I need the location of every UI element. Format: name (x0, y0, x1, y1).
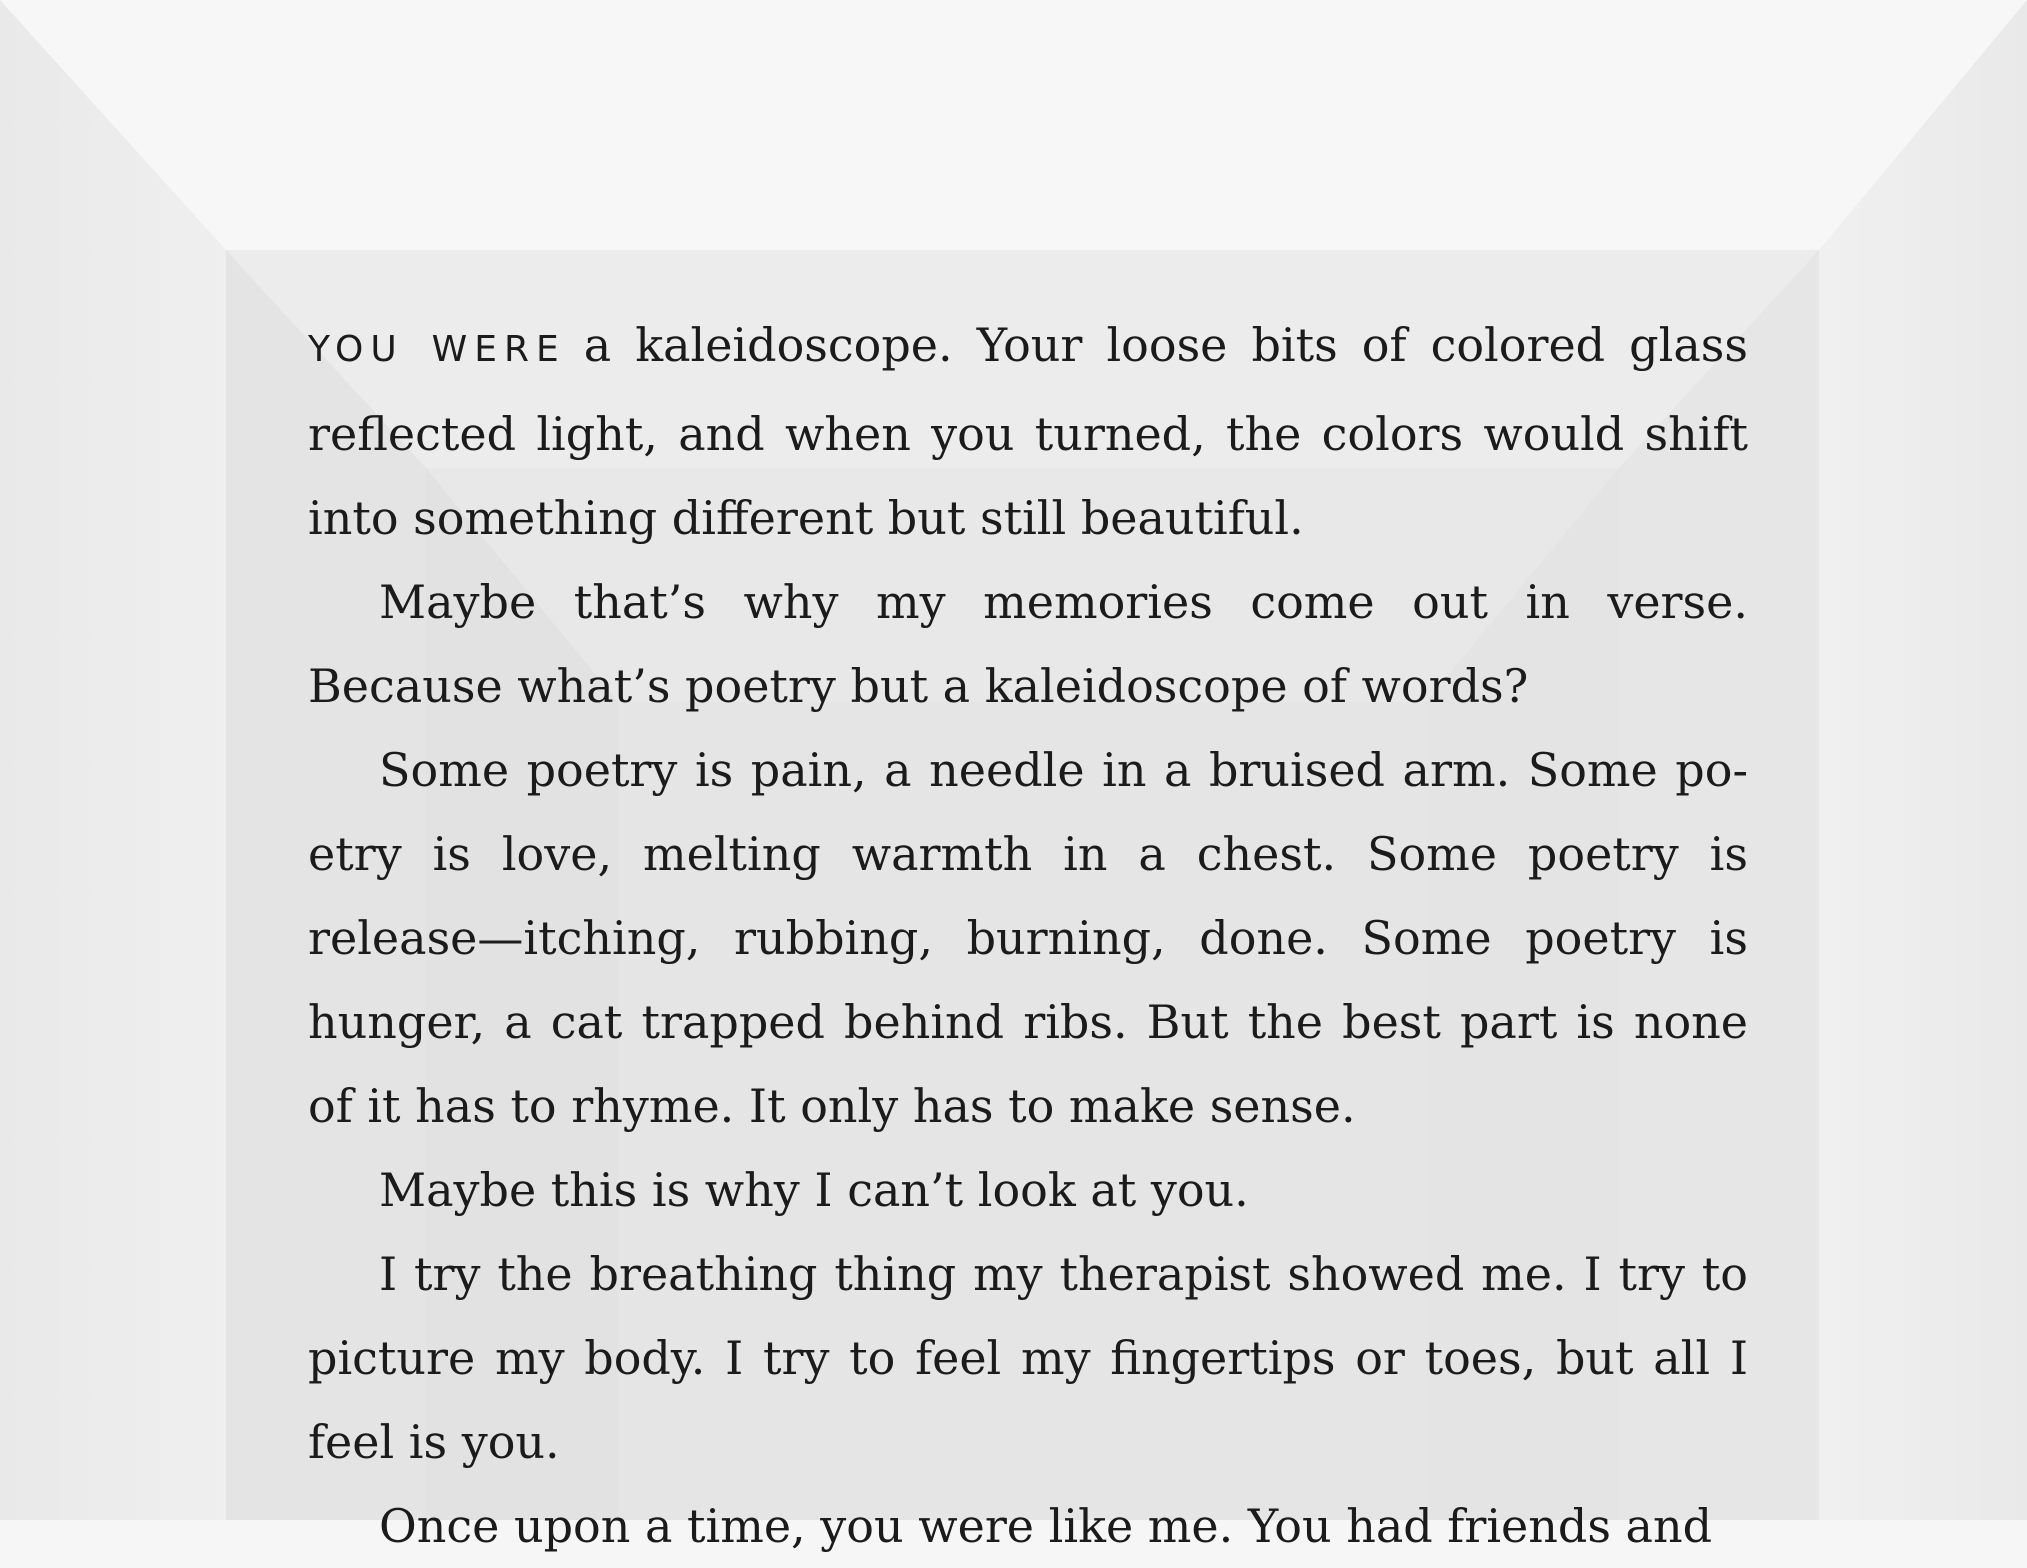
paragraph-2: Maybe that’s why my memories come out in verse. Because what’s poetry but a kaleidoscope of words? (308, 575, 1748, 713)
paragraph-3: Some poetry is pain, a needle in a bruised arm. Some po-etry is love, melting warmth in a chest. Some poetry is release—itching, rubbing, burning, done. Some poetry is hunger, a cat trapped behind ribs. But the best part is none of it has to rhyme. It only has to make sense. (308, 743, 1748, 1133)
frame-wall-left (0, 0, 226, 1520)
body-text (308, 303, 1748, 1568)
paragraph-5: I try the breathing thing my therapist showed me. I try to picture my body. I try to feel my fingertips or toes, but all I feel is you. (308, 1247, 1748, 1469)
paragraph-6: Once upon a time, you were like me. You had friends and (379, 1499, 1713, 1553)
paragraph-1-text: a kaleidoscope. Your loose bits of colored glass reflected light, and when you turned, the colors would shift into something different but still beautiful. (308, 318, 1748, 545)
frame-wall-right (1819, 0, 2027, 1520)
lead-in-smallcaps: YOU WERE (308, 329, 566, 370)
paragraph-1 (308, 303, 1748, 560)
background-top (0, 0, 2027, 250)
paragraph-4: Maybe this is why I can’t look at you. (379, 1163, 1249, 1217)
